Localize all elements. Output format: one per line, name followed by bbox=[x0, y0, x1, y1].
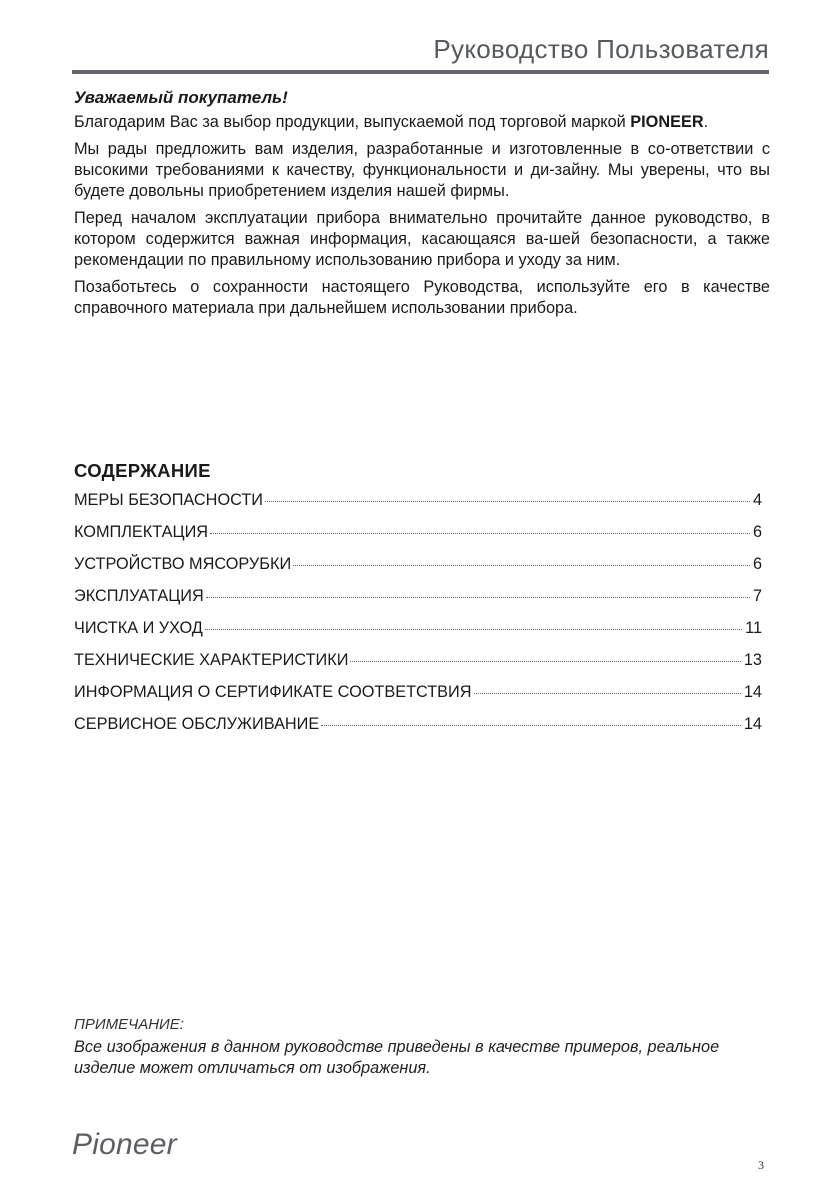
table-of-contents bbox=[74, 491, 762, 747]
toc-item-label: СЕРВИСНОЕ ОБСЛУЖИВАНИЕ bbox=[74, 715, 320, 733]
toc-item-page: 6 bbox=[752, 555, 762, 573]
note-section bbox=[74, 1016, 772, 1079]
intro-paragraph-1-end: . bbox=[703, 113, 709, 131]
page-number: 3 bbox=[758, 1158, 764, 1172]
toc-item-page: 7 bbox=[752, 587, 762, 605]
toc-item[interactable] bbox=[74, 683, 762, 715]
toc-leader-dots bbox=[205, 629, 742, 630]
intro-section bbox=[74, 88, 770, 325]
toc-leader-dots bbox=[206, 597, 750, 598]
note-label: ПРИМЕЧАНИЕ: bbox=[74, 1016, 184, 1033]
toc-item-label: КОМПЛЕКТАЦИЯ bbox=[74, 523, 209, 541]
toc-item[interactable] bbox=[74, 555, 762, 587]
toc-item-label: ИНФОРМАЦИЯ О СЕРТИФИКАТЕ СООТВЕТСТВИЯ bbox=[74, 683, 472, 701]
toc-leader-dots bbox=[350, 661, 740, 662]
toc-item[interactable] bbox=[74, 587, 762, 619]
greeting-heading: Уважаемый покупатель! bbox=[74, 88, 288, 107]
toc-item-page: 6 bbox=[752, 523, 762, 541]
toc-heading: СОДЕРЖАНИЕ bbox=[74, 460, 211, 481]
brand-name: PIONEER bbox=[630, 113, 704, 131]
toc-item[interactable] bbox=[74, 491, 762, 523]
toc-item-page: 14 bbox=[743, 715, 762, 733]
intro-paragraph-4: Позаботьтесь о сохранности настоящего Руководства, используйте его в качестве справочного материала при дальнейшем использовании прибора. bbox=[74, 278, 770, 317]
toc-leader-dots bbox=[265, 501, 750, 502]
intro-paragraph-1 bbox=[74, 112, 770, 133]
page-header-title: Руководство Пользователя bbox=[433, 34, 769, 64]
toc-leader-dots bbox=[210, 533, 750, 534]
toc-item-page: 11 bbox=[745, 619, 762, 637]
header-divider bbox=[72, 70, 769, 74]
toc-item[interactable] bbox=[74, 619, 762, 651]
toc-item-page: 13 bbox=[743, 651, 762, 669]
toc-leader-dots bbox=[293, 565, 750, 566]
toc-item[interactable] bbox=[74, 715, 762, 747]
toc-item-label: ЭКСПЛУАТАЦИЯ bbox=[74, 587, 204, 605]
toc-item[interactable] bbox=[74, 523, 762, 555]
toc-item-label: ТЕХНИЧЕСКИЕ ХАРАКТЕРИСТИКИ bbox=[74, 651, 349, 669]
intro-paragraph-2: Мы рады предложить вам изделия, разработанные и изготовленные в со-ответствии с высокими требованиями к качеству, функциональности и ди-зайну. Мы уверены, что вы будете довольны приобретением изделия нашей фирмы. bbox=[74, 140, 770, 200]
toc-item[interactable] bbox=[74, 651, 762, 683]
toc-leader-dots bbox=[474, 693, 741, 694]
toc-item-page: 14 bbox=[743, 683, 762, 701]
intro-paragraph-3: Перед началом эксплуатации прибора внимательно прочитайте данное руководство, в котором содержится важная информация, касающаяся ва-шей безопасности, а также рекомендации по правильному использованию прибора и уходу за ним. bbox=[74, 209, 770, 269]
toc-item-label: МЕРЫ БЕЗОПАСНОСТИ bbox=[74, 491, 263, 509]
note-text: Все изображения в данном руководстве приведены в качестве примеров, реальное изделие может отличаться от изображения. bbox=[74, 1038, 720, 1077]
toc-item-label: УСТРОЙСТВО МЯСОРУБКИ bbox=[74, 555, 292, 573]
brand-logo: Pioneer bbox=[72, 1128, 177, 1161]
toc-leader-dots bbox=[321, 725, 741, 726]
intro-paragraph-1-text: Благодарим Вас за выбор продукции, выпускаемой под торговой маркой bbox=[74, 113, 626, 131]
toc-item-page: 4 bbox=[752, 491, 762, 509]
toc-item-label: ЧИСТКА И УХОД bbox=[74, 619, 203, 637]
